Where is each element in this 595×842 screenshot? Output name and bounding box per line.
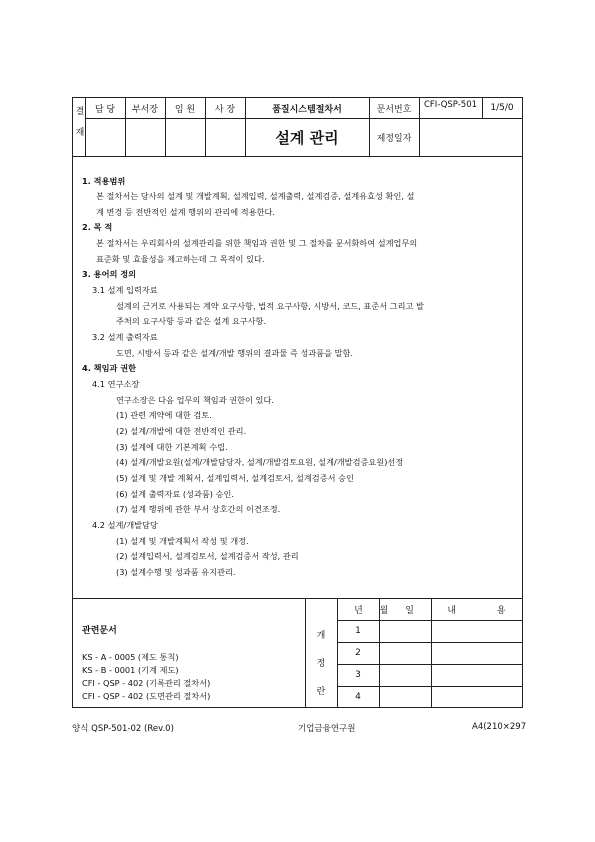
list-item: (5) 설계 및 개발 계획서, 설계입력서, 설계검토서, 설계검증서 승인 bbox=[116, 473, 354, 483]
body-line: 연구소장은 다음 업무의 책임과 권한이 있다. bbox=[116, 395, 274, 405]
related-doc: CFI - QSP - 402 (기록관리 절차서) bbox=[82, 678, 211, 688]
list-item: (3) 설계수행 및 성과품 유지관리. bbox=[116, 567, 236, 577]
subsection-heading: 3.2 설계 출력자료 bbox=[92, 332, 158, 342]
body-line: 계 변경 등 전반적인 설계 행위의 관리에 적용한다. bbox=[96, 207, 276, 217]
list-item: (1) 설계 및 개발계획서 작성 및 개정. bbox=[116, 536, 249, 546]
document-header bbox=[73, 98, 522, 157]
revision-label-3: 란 bbox=[316, 686, 326, 697]
body-line: 본 절차서는 당사의 설계 및 개발계획, 설계입력, 설계출력, 설계검증, 설계유효성 확인, 설 bbox=[96, 191, 415, 201]
body-line: 도면, 시방서 등과 같은 설계/개발 행위의 결과물 즉 성과품을 말함. bbox=[116, 348, 354, 358]
subsection-heading: 4.2 설계/개발담당 bbox=[92, 520, 158, 530]
section-heading: 3. 용어의 정의 bbox=[82, 269, 137, 279]
related-doc: KS - A - 0005 (제도 통칙) bbox=[82, 652, 179, 662]
body-line: 표준화 및 효율성을 제고하는데 그 목적이 있다. bbox=[96, 254, 265, 264]
related-docs-title: 관련문서 bbox=[82, 626, 117, 636]
doc-type: 품질시스템절차서 bbox=[272, 104, 342, 115]
document-footer bbox=[73, 598, 522, 708]
rev-header-content: 내 용 bbox=[447, 606, 506, 616]
date-label: 제정일자 bbox=[376, 133, 412, 144]
list-item: (2) 설계입력서, 설계검토서, 설계검증서 작성, 관리 bbox=[116, 551, 299, 561]
approval-label-text: 결재 bbox=[73, 106, 84, 148]
related-doc: KS - B - 0001 (기계 제도) bbox=[82, 665, 179, 675]
body-line: 설계의 근거로 사용되는 계약 요구사항, 법적 요구사항, 시방서, 코드, 표준서 그리고 발 bbox=[116, 301, 424, 311]
approval-col-president: 사 장 bbox=[214, 104, 236, 115]
doc-no: CFI-QSP-501 bbox=[423, 100, 478, 110]
rev-row-number: 4 bbox=[355, 692, 361, 702]
section-heading: 1. 적용범위 bbox=[82, 176, 126, 186]
related-doc: CFI - QSP - 402 (도면관리 절차서) bbox=[82, 691, 211, 701]
rev-row-number: 3 bbox=[355, 670, 361, 680]
list-item: (1) 관련 계약에 대한 검토. bbox=[116, 410, 212, 420]
list-item: (4) 설계/개발요원(설계/개발담당자, 설계/개발검토요원, 설계/개발검증요원)선정 bbox=[116, 457, 404, 467]
subsection-heading: 3.1 설계 입력자료 bbox=[92, 285, 158, 295]
rev-row-number: 1 bbox=[355, 626, 361, 636]
body-line: 주처의 요구사항 등과 같은 설계 요구사항. bbox=[116, 316, 267, 326]
revision-label-1: 개 bbox=[316, 630, 326, 641]
subsection-heading: 4.1 연구소장 bbox=[92, 379, 140, 389]
page-info: 1/5/0 bbox=[490, 103, 514, 113]
list-item: (7) 설계 행위에 관한 부서 상호간의 이견조정. bbox=[116, 504, 281, 514]
body-line: 본 절차서는 우리회사의 설계관리를 위한 책임과 권한 및 그 절차를 문서화하여 설계업무의 bbox=[96, 238, 418, 248]
list-item: (3) 설계에 대한 기본계획 수립. bbox=[116, 442, 228, 452]
document-title: 설계 관리 bbox=[275, 128, 339, 147]
form-number: 양식 QSP-501-02 (Rev.0) bbox=[72, 724, 174, 734]
approval-label bbox=[73, 98, 85, 156]
rev-row-number: 2 bbox=[355, 648, 361, 658]
section-heading: 4. 책임과 권한 bbox=[82, 363, 137, 373]
list-item: (6) 설계 출력자료 (성과품) 승인. bbox=[116, 489, 234, 499]
date-value bbox=[419, 118, 522, 156]
revision-label-2: 정 bbox=[316, 658, 326, 669]
document-frame bbox=[72, 97, 523, 708]
approval-col-dept-head: 부서장 bbox=[131, 104, 159, 115]
paper-size: A4(210×297 bbox=[472, 722, 527, 732]
approval-col-executive: 임 원 bbox=[174, 104, 196, 115]
rev-header-date: 년 월 일 bbox=[354, 606, 414, 616]
doc-no-label: 문서번호 bbox=[376, 104, 412, 115]
organization-name: 기업금융연구원 bbox=[298, 724, 356, 734]
list-item: (2) 설계/개발에 대한 전반적인 관리. bbox=[116, 426, 247, 436]
approval-col-staff: 담 당 bbox=[94, 104, 116, 115]
section-heading: 2. 목 적 bbox=[82, 222, 113, 232]
